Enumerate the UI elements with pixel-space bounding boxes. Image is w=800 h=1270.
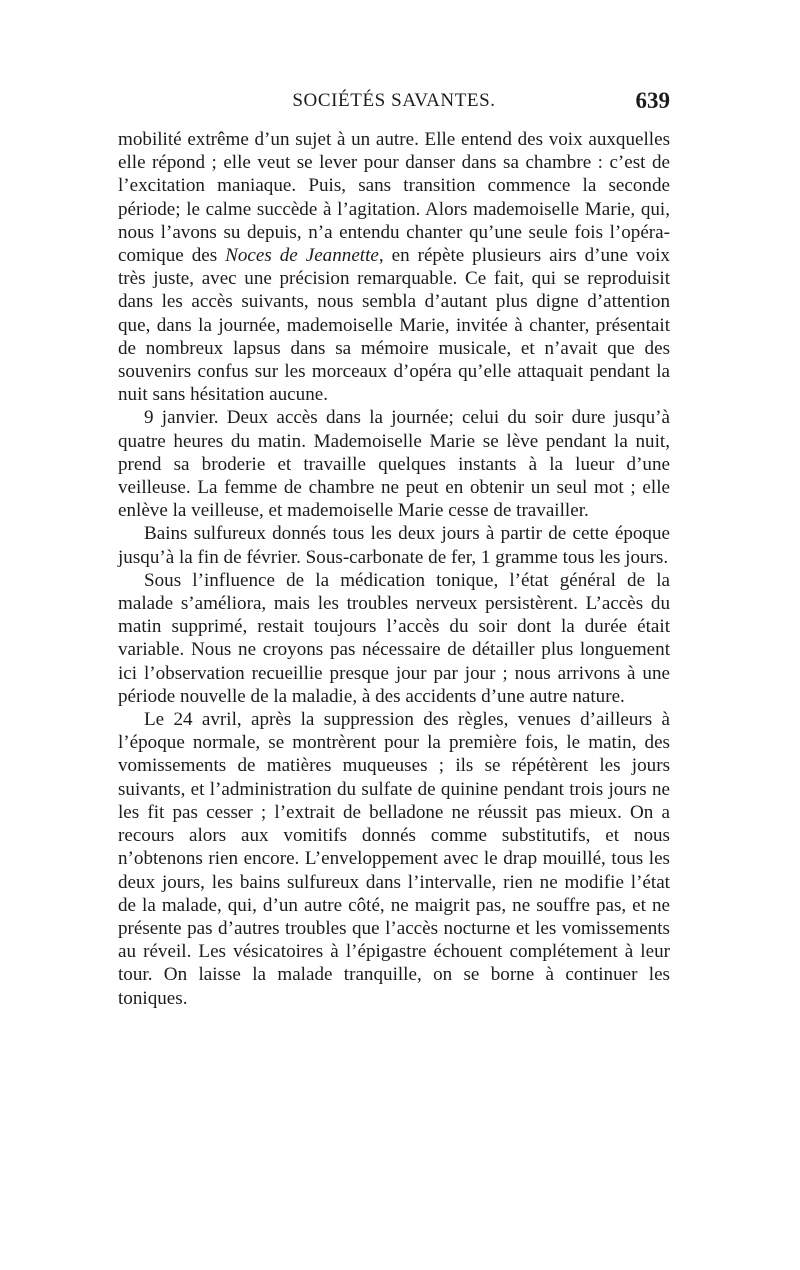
paragraph-continuation [118, 128, 670, 406]
opera-title: Noces de Jeannette [225, 245, 379, 267]
paragraph-medication-tonique: Sous l’influence de la médication tonique, l’état général de la malade s’améliora, mais les troubles nerveux persistèrent. L’accès du matin supprimé, restait toujours l’accès du soir dont la durée était variable. Nous ne croyons pas nécessaire de détailler plus longuement ici l’observation recueillie presque jour par jour ; nous arrivons à une période nouvelle de la maladie, à des accidents d’une autre nature. [118, 569, 670, 707]
body-text [118, 128, 670, 1010]
page-number: 639 [635, 88, 670, 113]
paragraph-bains-sulfureux: Bains sulfureux donnés tous les deux jours à partir de cette époque jusqu’à la fin de février. Sous-carbonate de fer, 1 gramme tous les jours. [118, 523, 670, 568]
paragraph-text: , en répète plusieurs airs d’une voix très juste, avec une précision remarquable. Ce fait, qui se reproduisit dans les accès suivants, nous sembla d’autant plus digne d’attention que, dans la journée, mademoiselle Marie, invitée à chanter, présentait de nombreux lapsus dans sa mémoire musicale, et n’avait que des souvenirs confus sur les morceaux d’opéra qu’elle attaquait pendant la nuit sans hésitation aucune. [118, 245, 670, 406]
running-head [118, 88, 670, 116]
paragraph-24-avril: Le 24 avril, après la suppression des règles, venues d’ailleurs à l’époque normale, se montrèrent pour la première fois, le matin, des vomissements de matières muqueuses ; ils se répétèrent les jours suivants, et l’administration du sulfate de quinine pendant trois jours ne les fit pas cesser ; l’extrait de belladone ne réussit pas mieux. On a recours alors aux vomitifs donnés comme substitutifs, et nous n’obtenons rien encore. L’enveloppement avec le drap mouillé, tous les deux jours, les bains sulfureux dans l’intervalle, rien ne modifie l’état de la malade, qui, d’un autre côté, ne maigrit pas, ne souffre pas, et ne présente pas d’autres troubles que l’accès nocturne et les vomissements au réveil. Les vésicatoires à l’épigastre échouent complétement à leur tour. On laisse la malade tranquille, on se borne à continuer les toniques. [118, 709, 670, 1009]
paragraph-9-janvier: 9 janvier. Deux accès dans la journée; celui du soir dure jusqu’à quatre heures du matin. Mademoiselle Marie se lève pendant la nuit, prend sa broderie et travaille quelques instants à la lueur d’une veilleuse. La femme de chambre ne peut en obtenir un seul mot ; elle enlève la veilleuse, et mademoiselle Marie cesse de travailler. [118, 407, 670, 522]
running-title: SOCIÉTÉS SAVANTES. [292, 90, 496, 111]
paragraph-text: mobilité extrême d’un sujet à un autre. Elle entend des voix auxquelles elle répond ; elle veut se lever pour danser dans sa chambre : c’est de l’excitation maniaque. Puis, sans transition commence la seconde période; le calme succède à l’agitation. Alors mademoiselle Marie, qui, nous l’avons su depuis, n’a entendu chanter qu’une seule fois l’opéra-comique des [118, 129, 670, 267]
